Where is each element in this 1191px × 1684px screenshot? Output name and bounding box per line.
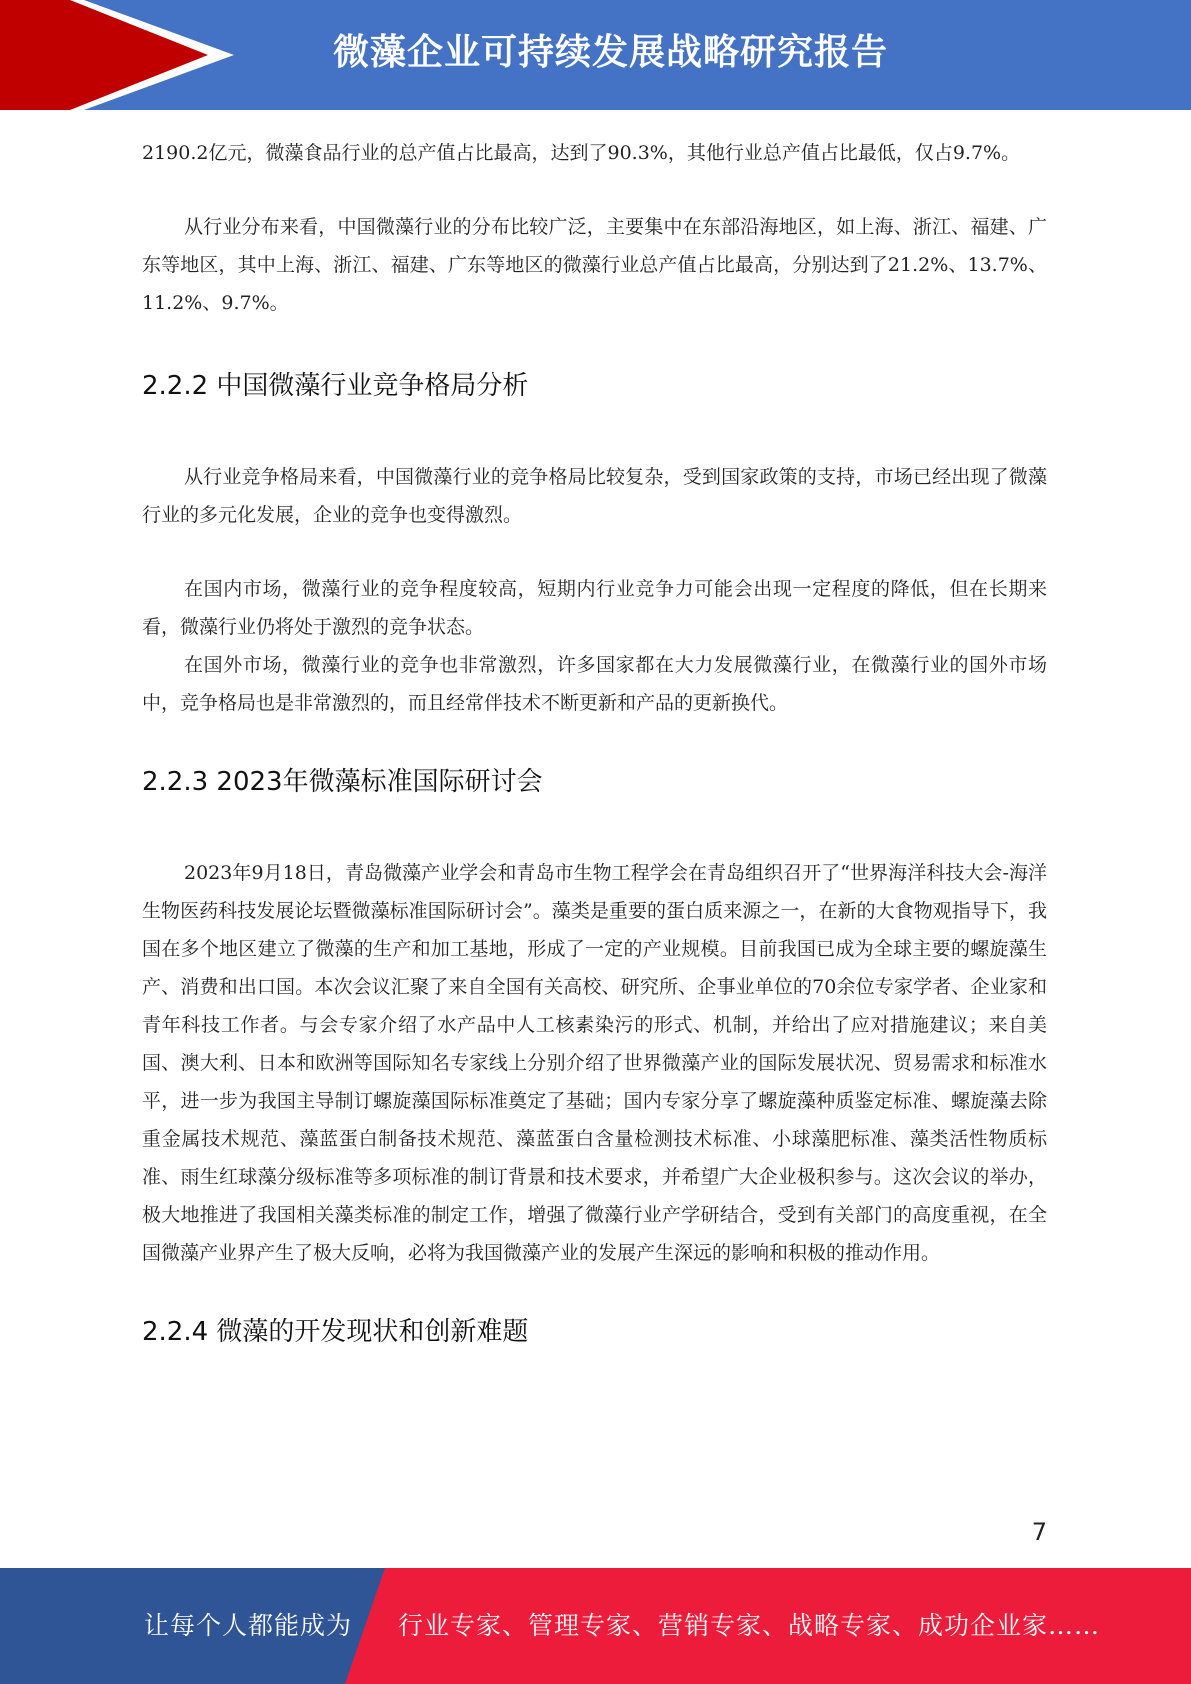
section-heading-2-2-3: 2.2.3 2023年微藻标准国际研讨会	[142, 767, 543, 797]
section-heading-2-2-2: 2.2.2 中国微藻行业竞争格局分析	[142, 371, 529, 401]
page-content	[142, 134, 1047, 1352]
page-footer	[0, 1568, 1191, 1684]
paragraph-symposium: 2023年9月18日，青岛微藻产业学会和青岛市生物工程学会在青岛组织召开了“世界海洋科技大会-海洋生物医药科技发展论坛暨微藻标准国际研讨会”。藻类是重要的蛋白质来源之一，在新的大食物观指导下，我国在多个地区建立了微藻的生产和加工基地，形成了一定的产业规模。目前我国已成为全球主要的螺旋藻生产、消费和出口国。本次会议汇聚了来自全国有关高校、研究所、企事业单位的70余位专家学者、企业家和青年科技工作者。与会专家介绍了水产品中人工核素染污的形式、机制，并给出了应对措施建议；来自美国、澳大利、日本和欧洲等国际知名专家线上分别介绍了世界微藻产业的国际发展状况、贸易需求和标准水平，进一步为我国主导制订螺旋藻国际标准奠定了基础；国内专家分享了螺旋藻种质鉴定标准、螺旋藻去除重金属技术规范、藻蓝蛋白制备技术规范、藻蓝蛋白含量检测技术标准、小球藻肥标准、藻类活性物质标准、雨生红球藻分级标准等多项标准的制订背景和技术要求，并希望广大企业极积参与。这次会议的举办，极大地推进了我国相关藻类标准的制定工作，增强了微藻行业产学研结合，受到有关部门的高度重视，在全国微藻产业界产生了极大反响，必将为我国微藻产业的发展产生深远的影响和积极的推动作用。	[142, 862, 1047, 1264]
paragraph-regional-distribution: 从行业分布来看，中国微藻行业的分布比较广泛，主要集中在东部沿海地区，如上海、浙江、福建、广东等地区，其中上海、浙江、福建、广东等地区的微藻行业总产值占比最高，分别达到了21.2%、13.7%、11.2%、9.7%。	[142, 216, 1047, 314]
page-number: 7	[1031, 1518, 1047, 1546]
paragraph-output-value: 2190.2亿元，微藻食品行业的总产值占比最高，达到了90.3%，其他行业总产值占比最低，仅占9.7%。	[142, 142, 1021, 164]
paragraph-competition-overview: 从行业竞争格局来看，中国微藻行业的竞争格局比较复杂，受到国家政策的支持，市场已经出现了微藻行业的多元化发展，企业的竞争也变得激烈。	[142, 466, 1047, 526]
page-header	[0, 0, 1191, 110]
footer-slogan-left: 让每个人都能成为	[144, 1611, 353, 1640]
paragraph-foreign-market: 在国外市场，微藻行业的竞争也非常激烈，许多国家都在大力发展微藻行业，在微藻行业的国外市场中，竞争格局也是非常激烈的，而且经常伴技术不断更新和产品的更新换代。	[142, 654, 1047, 714]
header-red-band	[0, 0, 70, 110]
section-heading-2-2-4: 2.2.4 微藻的开发现状和创新难题	[142, 1317, 529, 1347]
paragraph-domestic-market: 在国内市场，微藻行业的竞争程度较高，短期内行业竞争力可能会出现一定程度的降低，但在长期来看，微藻行业仍将处于激烈的竞争状态。	[142, 578, 1047, 638]
footer-slogan-right: 行业专家、管理专家、营销专家、战略专家、成功企业家……	[398, 1611, 1101, 1640]
report-title: 微藻企业可持续发展战略研究报告	[332, 32, 888, 73]
